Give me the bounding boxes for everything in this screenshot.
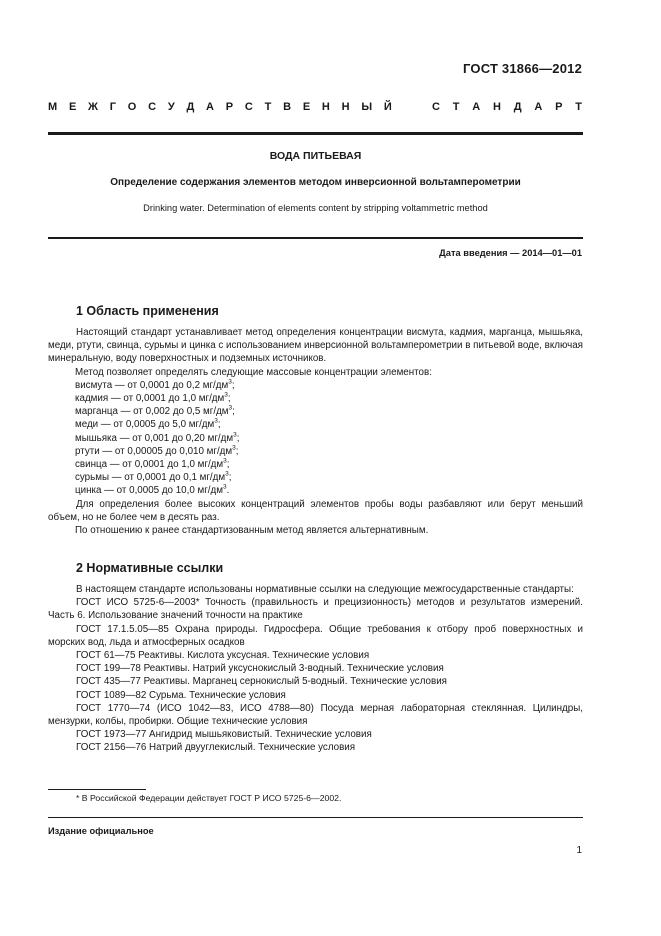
reference-item: ГОСТ 1089—82 Сурьма. Технические условия: [76, 689, 286, 701]
concentration-item: марганца — от 0,002 до 0,5 $мг/дм^3$;: [75, 404, 235, 418]
concentration-item: ртути — от 0,00005 до 0,010 $мг/дм^3$;: [75, 444, 239, 457]
reference-item: ГОСТ 435—77 Реактивы. Марганец сернокислый 5-водный. Технические условия: [76, 676, 447, 688]
concentration-item: меди — от 0,0005 до 5,0 $мг/дм^3$;: [75, 418, 221, 431]
section-1-para-2: Метод позволяет определять следующие массовые концентрации элементов:: [75, 366, 432, 378]
concentration-item: кадмия — от 0,0001 до 1,0 $мг/дм^3$;: [75, 391, 231, 405]
footnote: * В Российской Федерации действует ГОСТ Р ИСО 5725-6—2002.: [76, 793, 342, 803]
reference-item: ГОСТ 2156—76 Натрий двууглекислый. Технические условия: [76, 742, 356, 754]
reference-item: ГОСТ ИСО 5725-6—2003* Точность (правильность и прецизионность) методов и результатов измерений. Часть 6. Использование значений точности на практике: [48, 597, 583, 622]
section-2-body: [48, 583, 583, 755]
date-of-introduction: Дата введения — 2014—01—01: [439, 248, 582, 258]
section-2-intro: В настоящем стандарте использованы нормативные ссылки на следующие межгосударственные стандарты:: [76, 584, 574, 595]
section-1-para-3: Для определения более высоких концентраций элементов пробы воды разбавляют или берут меньший объем, но не более чем в десять раз.: [48, 498, 583, 523]
standard-kind: [48, 101, 582, 113]
concentration-item: свинца — от 0,0001 до 1,0 $мг/дм^3$;: [75, 457, 230, 471]
standard-number: ГОСТ 31866—2012: [463, 61, 582, 76]
concentration-item: висмута — от 0,0001 до 0,2 $мг/дм^3$;: [75, 378, 235, 391]
concentration-item: сурьмы — от 0,0001 до 0,1 $мг/дм^3$;: [75, 470, 232, 484]
document-english-title: Drinking water. Determination of elements content by stripping voltammetric method: [143, 203, 488, 213]
section-1-para-1: Настоящий стандарт устанавливает метод определения концентрации висмута, кадмия, марганца, мышьяка, меди, ртути, свинца, сурьмы и цинка с использованием инверсионной вольтамперометрии в питьевой воде, включая минеральную, воду поверхностных и подземных источников.: [48, 327, 583, 365]
document-title: ВОДА ПИТЬЕВАЯ: [269, 150, 362, 162]
edition-label: Издание официальное: [48, 826, 154, 836]
standard-kind-right: С Т А Н Д А Р Т: [432, 101, 582, 113]
reference-item: ГОСТ 199—78 Реактивы. Натрий уксуснокислый 3-водный. Технические условия: [76, 663, 444, 675]
footnote-rule: [48, 789, 146, 790]
standard-kind-left: М Е Ж Г О С У Д А Р С Т В Е Н Н Ы Й: [48, 101, 392, 113]
page-number: 1: [576, 845, 582, 856]
reference-list: [48, 596, 583, 754]
header-rule: [48, 132, 583, 135]
reference-item: ГОСТ 1770—74 (ИСО 1042—83, ИСО 4788—80) Посуда мерная лабораторная стеклянная. Цилиндры, мензурки, колбы, пробирки. Общие технические условия: [48, 702, 583, 728]
section-1-heading: 1 Область применения: [76, 304, 219, 318]
footer-rule: [48, 817, 583, 818]
reference-item: ГОСТ 1973—77 Ангидрид мышьяковистый. Технические условия: [76, 729, 372, 741]
title-rule: [48, 237, 583, 239]
reference-item: ГОСТ 61—75 Реактивы. Кислота уксусная. Технические условия: [76, 650, 370, 662]
concentration-item: мышьяка — от 0,001 до 0,20 $мг/дм^3$;: [75, 431, 240, 444]
concentration-item: цинка — от 0,0005 до 10,0 $мг/дм^3$.: [75, 484, 230, 497]
section-2-heading: 2 Нормативные ссылки: [76, 561, 224, 575]
section-1-body: [48, 326, 583, 537]
section-1-para-4: По отношению к ранее стандартизованным метод является альтернативным.: [75, 525, 429, 537]
document-subtitle: Определение содержания элементов методом инверсионной вольтамперометрии: [110, 177, 521, 188]
reference-item: ГОСТ 17.1.5.05—85 Охрана природы. Гидросфера. Общие требования к отбору проб поверхностных и морских вод, льда и атмосферных осадков: [48, 623, 583, 648]
concentration-list: [48, 379, 583, 498]
